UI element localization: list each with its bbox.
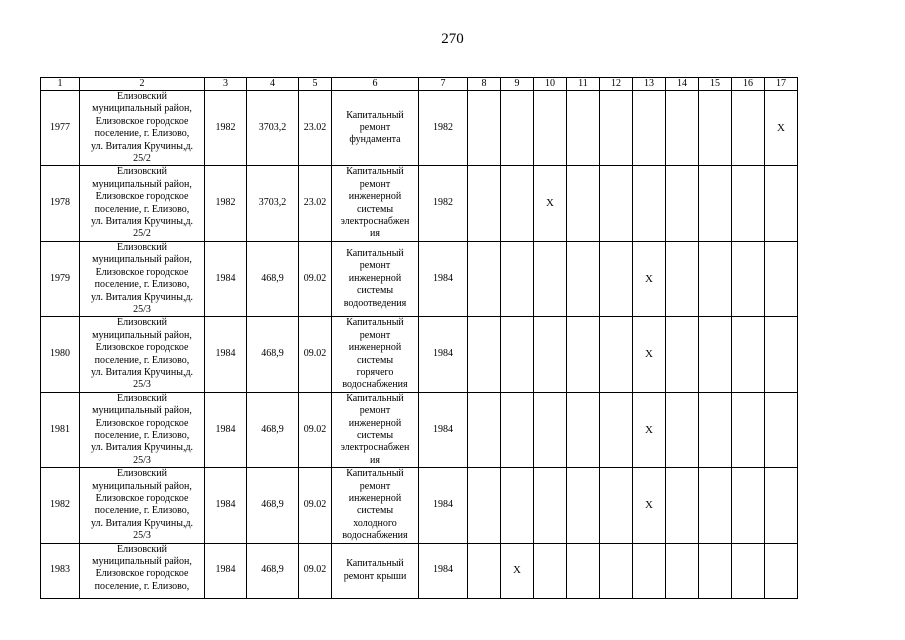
mark-cell-17	[765, 543, 798, 598]
work-type-cell-line: ремонт	[359, 480, 391, 492]
header-cell-11: 11	[567, 78, 600, 91]
mark-cell-8	[468, 91, 501, 166]
planned-year-cell: 1982	[419, 91, 468, 166]
work-type-cell-line: системы	[356, 354, 394, 366]
row-number-cell: 1978	[41, 166, 80, 241]
code-cell: 09.02	[299, 468, 332, 543]
mark-cell-15	[699, 91, 732, 166]
address-cell-line: 25/3	[133, 379, 151, 391]
address-cell-line: Елизовский	[116, 91, 167, 102]
mark-cell-15	[699, 241, 732, 316]
area-cell: 468,9	[247, 543, 299, 598]
table-row	[41, 91, 798, 166]
address-cell-line: муниципальный район,	[92, 329, 192, 341]
work-type-cell	[332, 392, 419, 467]
mark-cell-13: Х	[633, 392, 666, 467]
planned-year-cell: 1984	[419, 543, 468, 598]
mark-cell-16	[732, 317, 765, 392]
address-cell-line: муниципальный район,	[92, 254, 192, 266]
address-cell-line: Елизовское городское	[95, 191, 189, 203]
address-cell-line: Елизовский	[116, 468, 167, 480]
address-cell-line: Елизовское городское	[95, 568, 189, 580]
mark-cell-12	[600, 91, 633, 166]
header-cell-7: 7	[419, 78, 468, 91]
work-type-cell-line: холодного	[353, 517, 397, 529]
address-cell-line: 25/3	[133, 530, 151, 542]
table-row	[41, 166, 798, 241]
work-type-cell-line: системы	[356, 285, 394, 297]
area-cell: 3703,2	[247, 166, 299, 241]
mark-cell-16	[732, 392, 765, 467]
area-cell: 468,9	[247, 468, 299, 543]
year-built-cell: 1984	[205, 543, 247, 598]
year-built-cell: 1982	[205, 91, 247, 166]
mark-cell-16	[732, 468, 765, 543]
work-type-cell-line: Капитальный	[346, 109, 404, 121]
area-cell: 468,9	[247, 392, 299, 467]
work-type-cell-line: ремонт	[359, 260, 391, 272]
mark-cell-13	[633, 543, 666, 598]
mark-cell-9	[501, 241, 534, 316]
address-cell	[80, 91, 205, 166]
header-cell-14: 14	[666, 78, 699, 91]
work-type-cell-line: инженерной	[348, 342, 402, 354]
mark-cell-17: Х	[765, 91, 798, 166]
address-cell-line: муниципальный район,	[92, 178, 192, 190]
mark-cell-13: Х	[633, 317, 666, 392]
table-row	[41, 543, 798, 598]
work-type-cell-line: Капитальный	[346, 392, 404, 404]
header-cell-12: 12	[600, 78, 633, 91]
header-cell-3: 3	[205, 78, 247, 91]
header-cell-1: 1	[41, 78, 80, 91]
mark-cell-12	[600, 392, 633, 467]
work-type-cell-line: системы	[356, 505, 394, 517]
mark-cell-10	[534, 543, 567, 598]
code-cell: 09.02	[299, 241, 332, 316]
work-type-cell-line: ия	[370, 454, 380, 466]
mark-cell-9: Х	[501, 543, 534, 598]
work-type-cell-line: ремонт крыши	[343, 570, 407, 582]
mark-cell-14	[666, 91, 699, 166]
mark-cell-14	[666, 241, 699, 316]
repair-register-table	[40, 77, 798, 599]
table-row	[41, 241, 798, 316]
mark-cell-11	[567, 241, 600, 316]
address-cell	[80, 241, 205, 316]
table-row	[41, 392, 798, 467]
address-cell-line: муниципальный район,	[92, 405, 192, 417]
address-cell-line: Елизовский	[116, 166, 167, 178]
mark-cell-9	[501, 166, 534, 241]
address-cell-line: 25/3	[133, 454, 151, 466]
year-built-cell: 1984	[205, 317, 247, 392]
year-built-cell: 1984	[205, 241, 247, 316]
address-cell	[80, 166, 205, 241]
mark-cell-8	[468, 166, 501, 241]
mark-cell-12	[600, 166, 633, 241]
work-type-cell	[332, 241, 419, 316]
address-cell-line: Елизовский	[116, 392, 167, 404]
year-built-cell: 1984	[205, 468, 247, 543]
row-number-cell: 1983	[41, 543, 80, 598]
work-type-cell-line: электроснабжен	[340, 442, 410, 454]
work-type-cell	[332, 166, 419, 241]
work-type-cell-line: инженерной	[348, 493, 402, 504]
address-cell-line: ул. Виталия Кручины,д.	[90, 517, 194, 529]
code-cell: 09.02	[299, 317, 332, 392]
header-cell-8: 8	[468, 78, 501, 91]
mark-cell-8	[468, 317, 501, 392]
mark-cell-9	[501, 91, 534, 166]
header-cell-17: 17	[765, 78, 798, 91]
mark-cell-10	[534, 241, 567, 316]
row-number-cell: 1982	[41, 468, 80, 543]
work-type-cell-line: инженерной	[348, 272, 402, 284]
code-cell: 09.02	[299, 543, 332, 598]
table-row	[41, 317, 798, 392]
address-cell	[80, 468, 205, 543]
address-cell-line: Елизовское городское	[95, 493, 189, 504]
work-type-cell	[332, 468, 419, 543]
mark-cell-16	[732, 91, 765, 166]
address-cell-line: 25/2	[133, 153, 151, 165]
address-cell-line: поселение, г. Елизово,	[94, 429, 190, 441]
mark-cell-16	[732, 543, 765, 598]
mark-cell-10	[534, 317, 567, 392]
code-cell: 23.02	[299, 91, 332, 166]
address-cell-line: Елизовский	[116, 241, 167, 253]
code-cell: 09.02	[299, 392, 332, 467]
address-cell-line: ул. Виталия Кручины,д.	[90, 291, 194, 303]
work-type-cell	[332, 91, 419, 166]
planned-year-cell: 1984	[419, 468, 468, 543]
header-cell-9: 9	[501, 78, 534, 91]
address-cell-line: ул. Виталия Кручины,д.	[90, 366, 194, 378]
table-row	[41, 468, 798, 543]
row-number-cell: 1979	[41, 241, 80, 316]
mark-cell-13: Х	[633, 241, 666, 316]
year-built-cell: 1982	[205, 166, 247, 241]
mark-cell-15	[699, 543, 732, 598]
planned-year-cell: 1984	[419, 392, 468, 467]
year-built-cell: 1984	[205, 392, 247, 467]
row-number-cell: 1980	[41, 317, 80, 392]
header-cell-5: 5	[299, 78, 332, 91]
area-cell: 3703,2	[247, 91, 299, 166]
address-cell-line: поселение, г. Елизово,	[94, 505, 190, 517]
header-cell-10: 10	[534, 78, 567, 91]
mark-cell-11	[567, 317, 600, 392]
work-type-cell-line: фундамента	[349, 134, 401, 146]
work-type-cell-line: Капитальный	[346, 317, 404, 329]
work-type-cell-line: водоотведения	[343, 297, 407, 309]
mark-cell-11	[567, 543, 600, 598]
work-type-cell-line: ремонт	[359, 122, 391, 134]
address-cell-line: 25/2	[133, 228, 151, 240]
mark-cell-9	[501, 392, 534, 467]
mark-cell-15	[699, 166, 732, 241]
work-type-cell-line: горячего	[356, 366, 394, 378]
work-type-cell	[332, 317, 419, 392]
work-type-cell-line: ремонт	[359, 405, 391, 417]
work-type-cell-line: системы	[356, 429, 394, 441]
mark-cell-11	[567, 468, 600, 543]
mark-cell-16	[732, 241, 765, 316]
header-cell-2: 2	[80, 78, 205, 91]
mark-cell-15	[699, 317, 732, 392]
work-type-cell-line: водоснабжения	[342, 379, 408, 391]
mark-cell-11	[567, 91, 600, 166]
address-cell-line: поселение, г. Елизово,	[94, 128, 190, 140]
work-type-cell-line: инженерной	[348, 191, 402, 203]
address-cell-line: Елизовский	[116, 543, 167, 555]
address-cell-line: 25/3	[133, 303, 151, 315]
mark-cell-17	[765, 241, 798, 316]
mark-cell-17	[765, 392, 798, 467]
work-type-cell	[332, 543, 419, 598]
address-cell-line: Елизовское городское	[95, 417, 189, 429]
mark-cell-8	[468, 392, 501, 467]
work-type-cell-line: ия	[370, 228, 380, 240]
mark-cell-17	[765, 317, 798, 392]
address-cell-line: Елизовское городское	[95, 115, 189, 127]
work-type-cell-line: Капитальный	[346, 558, 404, 570]
work-type-cell-line: системы	[356, 203, 394, 215]
work-type-cell-line: Капитальный	[346, 468, 404, 480]
address-cell-line: поселение, г. Елизово,	[94, 203, 190, 215]
planned-year-cell: 1984	[419, 241, 468, 316]
mark-cell-11	[567, 392, 600, 467]
address-cell-line: муниципальный район,	[92, 103, 192, 115]
address-cell-line: Елизовское городское	[95, 266, 189, 278]
address-cell	[80, 317, 205, 392]
mark-cell-14	[666, 392, 699, 467]
area-cell: 468,9	[247, 241, 299, 316]
address-cell-line: ул. Виталия Кручины,д.	[90, 442, 194, 454]
work-type-cell-line: Капитальный	[346, 166, 404, 178]
address-cell	[80, 392, 205, 467]
mark-cell-14	[666, 317, 699, 392]
mark-cell-8	[468, 543, 501, 598]
header-cell-4: 4	[247, 78, 299, 91]
mark-cell-8	[468, 468, 501, 543]
address-cell-line: поселение, г. Елизово,	[94, 354, 190, 366]
address-cell-line: муниципальный район,	[92, 556, 192, 568]
address-cell-line: поселение, г. Елизово,	[94, 279, 190, 291]
mark-cell-11	[567, 166, 600, 241]
page-number: 270	[441, 31, 464, 47]
address-cell-line: муниципальный район,	[92, 480, 192, 492]
address-cell-line: ул. Виталия Кручины,д.	[90, 140, 194, 152]
mark-cell-13	[633, 166, 666, 241]
work-type-cell-line: Капитальный	[346, 248, 404, 260]
mark-cell-16	[732, 166, 765, 241]
mark-cell-10	[534, 468, 567, 543]
mark-cell-12	[600, 468, 633, 543]
mark-cell-14	[666, 543, 699, 598]
planned-year-cell: 1982	[419, 166, 468, 241]
header-cell-16: 16	[732, 78, 765, 91]
mark-cell-9	[501, 317, 534, 392]
mark-cell-13: Х	[633, 468, 666, 543]
work-type-cell-line: электроснабжен	[340, 216, 410, 228]
code-cell: 23.02	[299, 166, 332, 241]
mark-cell-15	[699, 392, 732, 467]
mark-cell-13	[633, 91, 666, 166]
work-type-cell-line: ремонт	[359, 178, 391, 190]
row-number-cell: 1977	[41, 91, 80, 166]
mark-cell-17	[765, 468, 798, 543]
mark-cell-12	[600, 241, 633, 316]
mark-cell-12	[600, 543, 633, 598]
planned-year-cell: 1984	[419, 317, 468, 392]
row-number-cell: 1981	[41, 392, 80, 467]
mark-cell-10: Х	[534, 166, 567, 241]
work-type-cell-line: водоснабжения	[342, 530, 408, 542]
header-row	[41, 78, 798, 91]
area-cell: 468,9	[247, 317, 299, 392]
header-cell-6: 6	[332, 78, 419, 91]
work-type-cell-line: инженерной	[348, 417, 402, 429]
mark-cell-14	[666, 166, 699, 241]
mark-cell-17	[765, 166, 798, 241]
address-cell-line: ул. Виталия Кручины,д.	[90, 216, 194, 228]
mark-cell-15	[699, 468, 732, 543]
address-cell-line: Елизовское городское	[95, 342, 189, 354]
address-cell-line: поселение, г. Елизово,	[94, 580, 190, 592]
mark-cell-10	[534, 392, 567, 467]
mark-cell-12	[600, 317, 633, 392]
header-cell-13: 13	[633, 78, 666, 91]
mark-cell-14	[666, 468, 699, 543]
header-cell-15: 15	[699, 78, 732, 91]
address-cell-line: Елизовский	[116, 317, 167, 329]
mark-cell-10	[534, 91, 567, 166]
mark-cell-8	[468, 241, 501, 316]
mark-cell-9	[501, 468, 534, 543]
address-cell	[80, 543, 205, 598]
work-type-cell-line: ремонт	[359, 329, 391, 341]
